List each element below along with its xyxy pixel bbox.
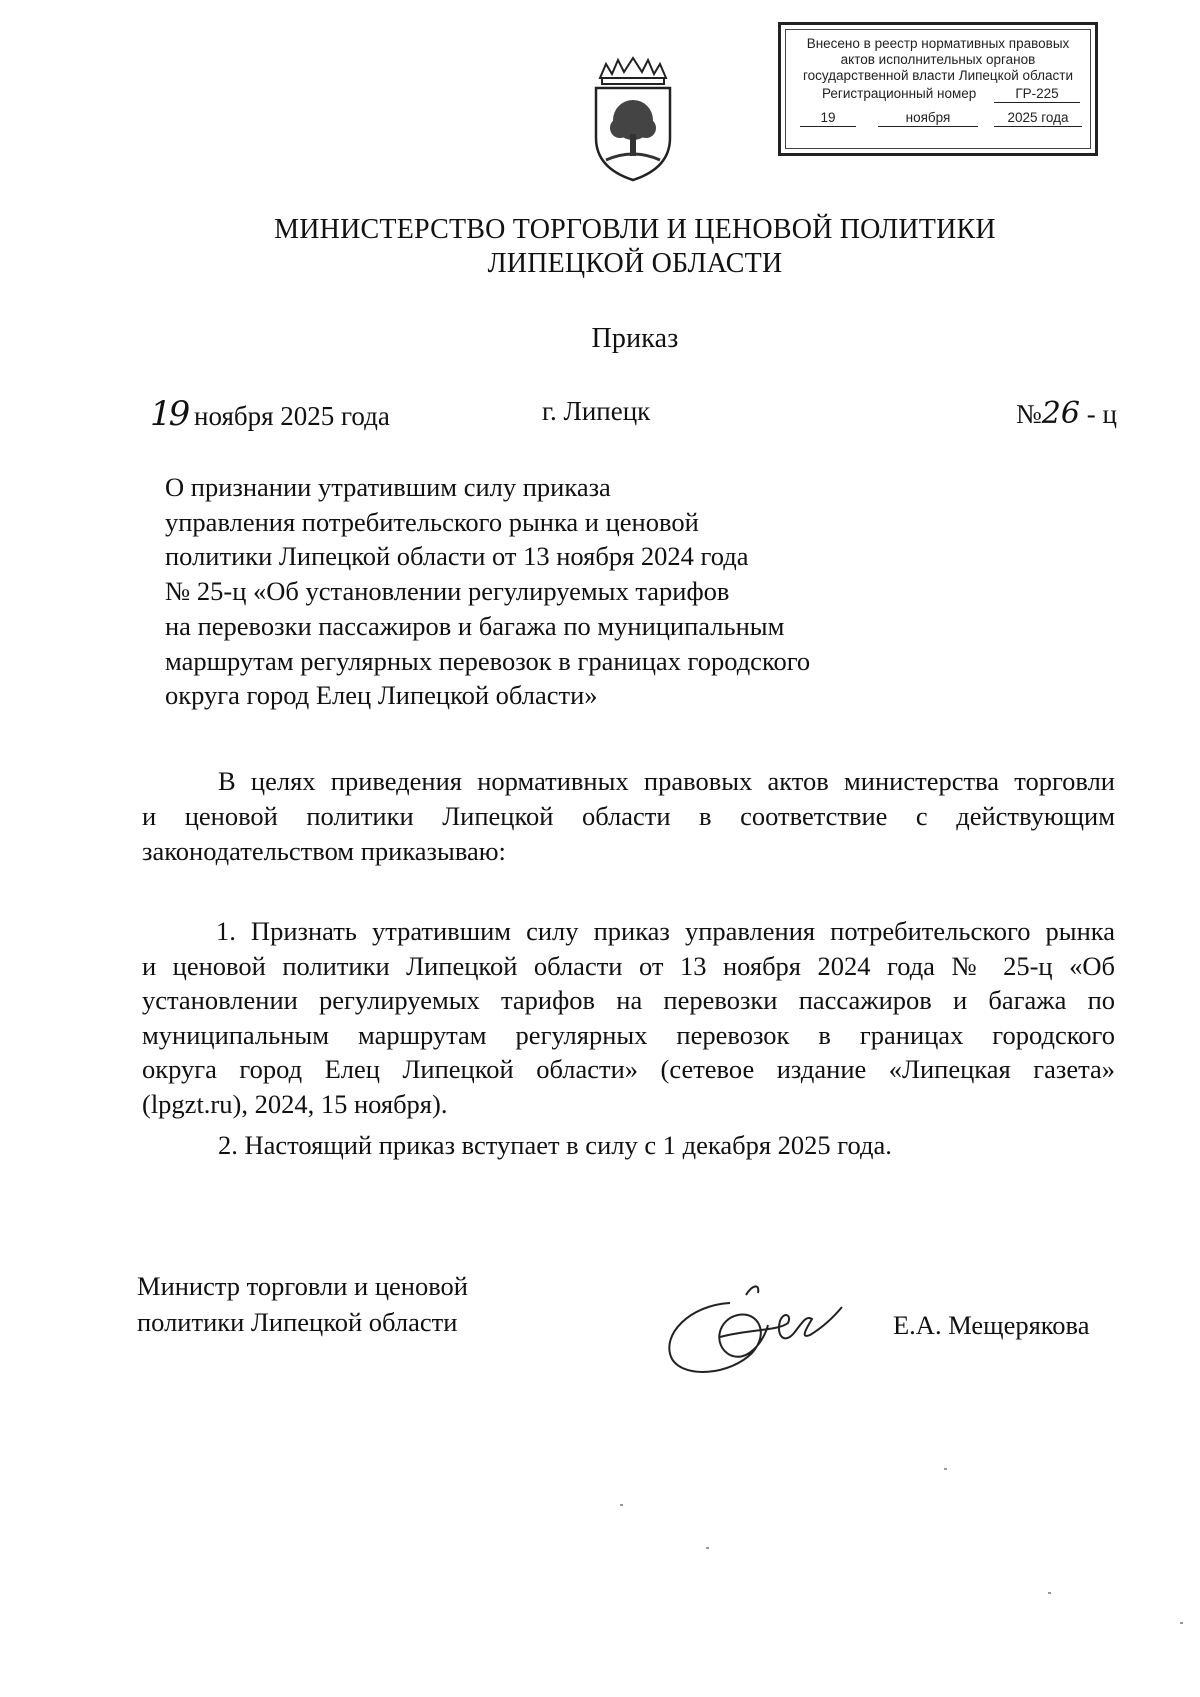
- scan-speck: [620, 1504, 623, 1506]
- order-item-1: [142, 914, 1115, 1122]
- stamp-line-3: государственной власти Липецкой области: [802, 68, 1074, 83]
- stamp-reg-label: Регистрационный номер: [822, 86, 977, 101]
- order-title: [165, 470, 810, 713]
- preamble-line: В целях приведения нормативных правовых актов министерства торговли: [218, 766, 1115, 796]
- stamp-line-2: актов исполнительных органов: [840, 52, 1036, 67]
- ministry-name-line-2: ЛИПЕЦКОЙ ОБЛАСТИ: [487, 248, 783, 279]
- scan-speck: [706, 1547, 709, 1549]
- title-line: политики Липецкой области от 13 ноября 2024 года: [165, 541, 749, 572]
- item1-line: (lpgzt.ru), 2024, 15 ноября).: [142, 1088, 448, 1119]
- document-type: Приказ: [591, 323, 679, 354]
- title-line: управления потребительского рынка и ценовой: [165, 506, 699, 537]
- number-sign: №: [1016, 399, 1042, 429]
- stamp-month: ноября: [878, 110, 978, 127]
- preamble: [142, 764, 1115, 869]
- ministry-name-line-1: МИНИСТЕРСТВО ТОРГОВЛИ И ЦЕНОВОЙ ПОЛИТИКИ: [274, 214, 996, 245]
- order-number: [1016, 396, 1117, 431]
- title-line: О признании утратившим силу приказа: [165, 472, 611, 502]
- item1-line: муниципальным маршрутам регулярных перевозок в границах городского: [142, 1019, 1115, 1050]
- position-line: политики Липецкой области: [137, 1307, 458, 1337]
- item1-line: установлении регулируемых тарифов на перевозки пассажиров и багажа по: [142, 985, 1115, 1016]
- handwritten-signature: [660, 1275, 860, 1385]
- title-line: № 25-ц «Об установлении регулируемых тарифов: [165, 576, 730, 607]
- registry-stamp: [778, 22, 1098, 156]
- preamble-line: законодательством приказываю:: [142, 836, 506, 866]
- position-line: Министр торговли и ценовой: [137, 1271, 468, 1301]
- stamp-line-1: Внесено в реестр нормативных правовых: [806, 36, 1070, 51]
- order-item-2: 2. Настоящий приказ вступает в силу с 1 декабря 2025 года.: [218, 1130, 892, 1160]
- scan-speck: [944, 1468, 947, 1470]
- item1-line: и ценовой политики Липецкой области от 13 ноября 2024 года № 25-ц «Об: [142, 950, 1115, 981]
- coat-of-arms-icon: [588, 56, 678, 184]
- scan-speck: [1048, 1592, 1051, 1594]
- order-date: [150, 394, 390, 434]
- title-line: на перевозки пассажиров и багажа по муниципальным: [165, 610, 785, 641]
- item1-line: 1. Признать утратившим силу приказ управления потребительского рынка: [216, 916, 1115, 946]
- scan-speck: [1180, 1622, 1183, 1624]
- order-city: г. Липецк: [542, 396, 651, 426]
- handwritten-number: 26: [1041, 396, 1080, 431]
- item1-line: округа город Елец Липецкой области» (сетевое издание «Липецкая газета»: [142, 1054, 1115, 1085]
- signatory-name: Е.А. Мещерякова: [893, 1310, 1090, 1340]
- title-line: маршрутам регулярных перевозок в границах городского: [165, 645, 811, 676]
- stamp-year: 2025 года: [994, 110, 1082, 127]
- stamp-day: 19: [800, 110, 856, 127]
- title-line: округа город Елец Липецкой области»: [165, 680, 598, 711]
- handwritten-day: 19: [150, 394, 188, 434]
- number-suffix: - ц: [1086, 399, 1117, 429]
- stamp-reg-number: ГР-225: [994, 86, 1080, 103]
- signatory-position: [137, 1268, 468, 1340]
- preamble-line: и ценовой политики Липецкой области в соответствие с действующим: [142, 801, 1115, 831]
- date-month-year: ноября 2025 года: [194, 401, 390, 431]
